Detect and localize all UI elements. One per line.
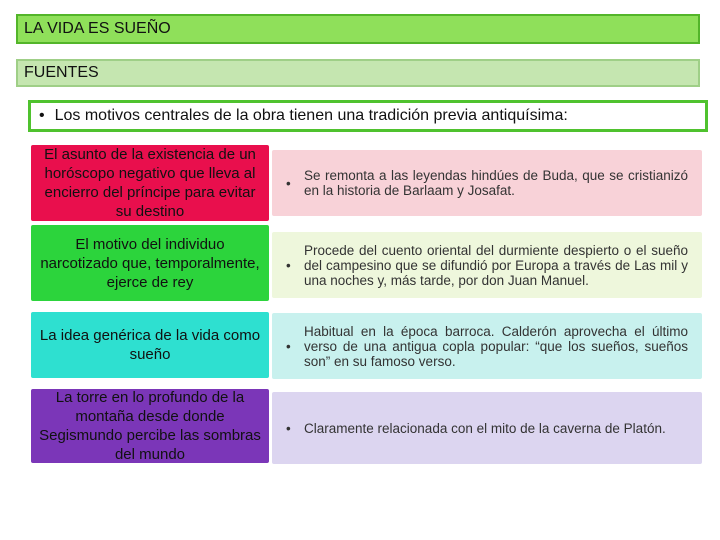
origin-text: Se remonta a las leyendas hindúes de Buda, que se cristianizó en la historia de Barlaam y Josafat. — [304, 168, 688, 198]
intro-bullet: • — [39, 107, 45, 124]
slide-title-text: LA VIDA ES SUEÑO — [24, 20, 171, 37]
slide-title — [16, 14, 700, 44]
origin-box — [272, 392, 702, 464]
origin-bullet: • — [286, 338, 291, 354]
origin-bullet: • — [286, 257, 291, 273]
origin-text: Claramente relacionada con el mito de la caverna de Platón. — [304, 420, 666, 436]
source-row-tower — [30, 388, 706, 466]
motif-box — [30, 311, 270, 379]
origin-bullet: • — [286, 420, 291, 436]
source-row-horoscope — [30, 144, 706, 224]
origin-text: Habitual en la época barroca. Calderón aprovecha el último verso de una antigua copla popular: “que los sueños, sueños son” en su famoso verso. — [304, 323, 688, 369]
origin-text: Procede del cuento oriental del durmiente despierto o el sueño del campesino que se difundió por Europa a través de Las mil y una noches y, más tarde, por don Juan Manuel. — [304, 242, 688, 288]
origin-box — [272, 313, 702, 379]
section-header — [16, 59, 700, 87]
origin-bullet: • — [286, 175, 291, 191]
source-row-life-dream — [30, 311, 706, 381]
intro-statement — [28, 100, 708, 132]
motif-text: El motivo del individuo narcotizado que, temporalmente, ejerce de rey — [40, 235, 260, 291]
section-header-text: FUENTES — [24, 64, 99, 81]
motif-box — [30, 224, 270, 302]
motif-text: El asunto de la existencia de un horóscopo negativo que lleva al encierro del príncipe para evitar su destino — [44, 146, 256, 220]
origin-box — [272, 150, 702, 216]
intro-text: Los motivos centrales de la obra tienen una tradición previa antiquísima: — [54, 107, 568, 124]
origin-box — [272, 232, 702, 298]
source-row-narcotized — [30, 224, 706, 302]
motif-text: La idea genérica de la vida como sueño — [39, 327, 261, 363]
motif-text: La torre en lo profundo de la montaña desde donde Segismundo percibe las sombras del mundo — [39, 389, 261, 463]
motif-box — [30, 144, 270, 222]
motif-box — [30, 388, 270, 464]
